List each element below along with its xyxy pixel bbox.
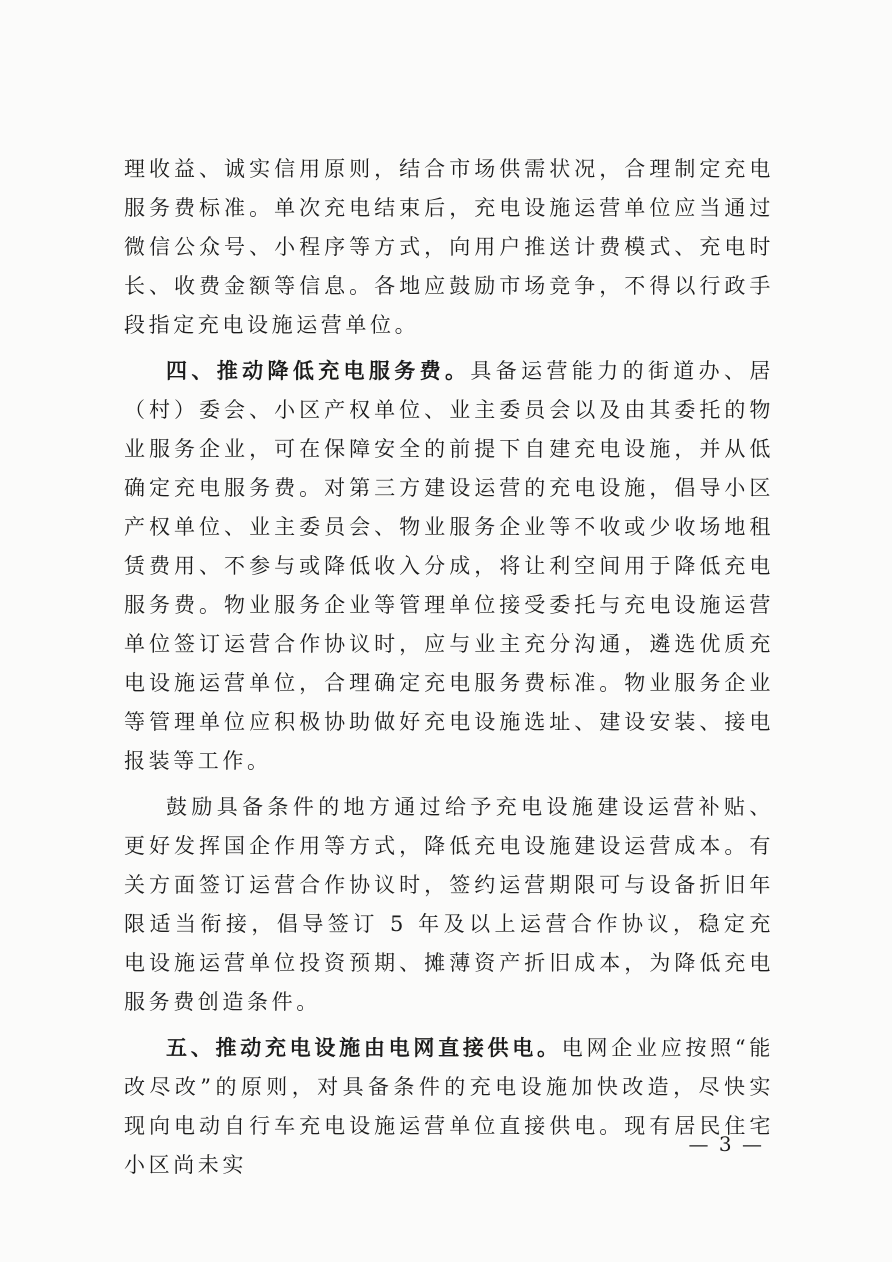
paragraph-text: 具备运营能力的街道办、居（村）委会、小区产权单位、业主委员会以及由其委托的物业服务企业，可在保障安全的前提下自建充电设施，并从低确定充电服务费。对第三方建设运营的充电设施，倡导小区产权单位、业主委员会、物业服务企业等不收或少收场地租赁费用、不参与或降低收入分成，将让利空间用于降低充电服务费。物业服务企业等管理单位接受委托与充电设施运营单位签订运营合作协议时，应与业主充分沟通，遴选优质充电设施运营单位，合理确定充电服务费标准。物业服务企业等管理单位应积极协助做好充电设施选址、建设安装、接电报装等工作。 <box>124 359 775 773</box>
section-heading-5: 五、推动充电设施由电网直接供电。 <box>166 1036 562 1060</box>
paragraph-2 <box>124 352 774 781</box>
body-text <box>124 150 774 1185</box>
paragraph-text: 电网企业应按照“能改尽改”的原则，对具备条件的充电设施加快改造，尽快实现向电动自行车充电设施运营单位直接供电。现有居民住宅小区尚未实 <box>124 1036 774 1177</box>
paragraph-1 <box>124 150 774 345</box>
section-heading-4: 四、推动降低充电服务费。 <box>166 359 471 383</box>
paragraph-3 <box>124 788 774 1022</box>
paragraph-text: 理收益、诚实信用原则，结合市场供需状况，合理制定充电服务费标准。单次充电结束后，充电设施运营单位应当通过微信公众号、小程序等方式，向用户推送计费模式、充电时长、收费金额等信息。各地应鼓励市场竞争，不得以行政手段指定充电设施运营单位。 <box>124 157 774 337</box>
paragraph-text: 鼓励具备条件的地方通过给予充电设施建设运营补贴、更好发挥国企作用等方式，降低充电设施建设运营成本。有关方面签订运营合作协议时，签约运营期限可与设备折旧年限适当衔接，倡导签订 5 年及以上运营合作协议，稳定充电设施运营单位投资预期、摊薄资产折旧成本，为降低充电服务费创造条件。 <box>124 795 774 1014</box>
paragraph-4 <box>124 1029 774 1185</box>
page-number: — 3 — <box>688 1132 764 1156</box>
